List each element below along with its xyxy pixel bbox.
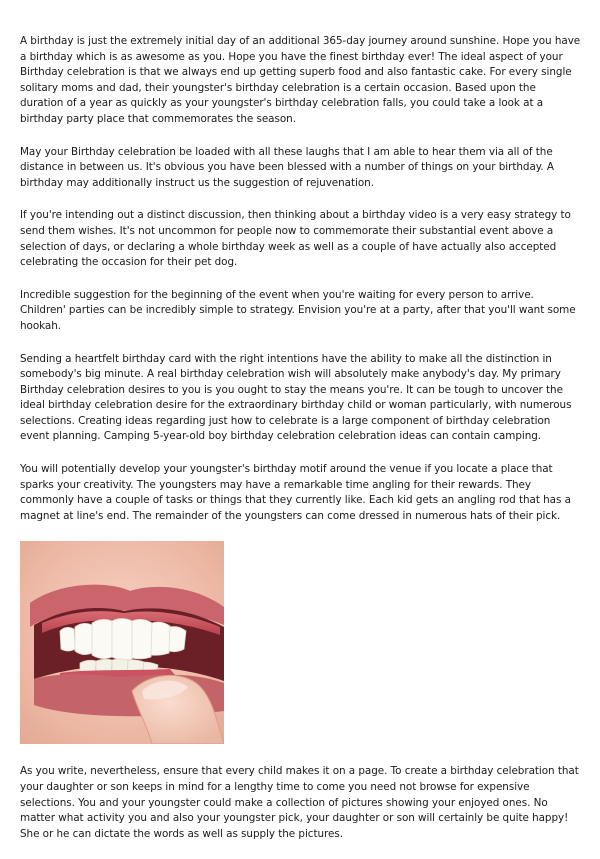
article-photo xyxy=(20,541,224,744)
paragraph-4: Incredible suggestion for the beginning of the event when you're waiting for every person to arrive. Children' parties can be incredibly simple to strategy. Envision you're at a party, after that you'll want some hookah. xyxy=(20,288,576,332)
paragraph-6: You will potentially develop your youngster's birthday motif around the venue if you locate a place that sparks your creativity. The youngsters may have a remarkable time angling for their rewards. They commonly have a couple of tasks or things that they currently like. Each kid gets an angling rod that has a magnet at line's end. The remainder of the youngsters can come dressed in numerous hats of their pick. xyxy=(20,463,571,522)
paragraph-2: May your Birthday celebration be loaded with all these laughs that I am able to hear them via all of the distance in between us. It's obvious you have been blessed with a number of things on your birthday. A birthday may additionally instruct us the suggestion of rejuvenation. xyxy=(20,145,554,189)
paragraph-5: Sending a heartfelt birthday card with the right intentions have the ability to make all the distinction in somebody's big minute. A real birthday celebration wish will absolutely make anybody's day. My primary Birthday celebration desires to you is you ought to stay the means you're. It can be tough to uncover the ideal birthday celebration desire for the extraordinary birthday child or woman particularly, with numerous selections. Creating ideas regarding just how to celebrate is a large component of birthday celebration event planning. Camping 5-year-old boy birthday celebration celebration ideas can contain camping. xyxy=(20,352,572,443)
article-body xyxy=(20,34,582,859)
closing-paragraph: As you write, nevertheless, ensure that every child makes it on a page. To create a birthday celebration that your daughter or son keeps in mind for a lengthy time to come you need not browse for expensive selections. You and your youngster could make a collection of pictures showing your enjoyed ones. No matter what activity you and also your youngster pick, your daughter or son will certainly be quite happy! She or he can dictate the words as well as supply the pictures. xyxy=(20,765,579,840)
paragraph-3: If you're intending out a distinct discussion, then thinking about a birthday video is a very easy strategy to send them wishes. It's not uncommon for people now to commemorate their substantial event above a selection of days, or declaring a whole birthday week as well as a couple of have actually also accepted celebrating the occasion for their pet dog. xyxy=(20,209,571,269)
mouth-gum-photo-illustration xyxy=(20,541,224,744)
paragraph-1: A birthday is just the extremely initial day of an additional 365-day journey around sunshine. Hope you have a birthday which is as awesome as you. Hope you have the finest birthday ever! The ideal aspect of your Birthday celebration is that we always end up getting superb food and also fantastic cake. For every single solitary moms and dad, their youngster's birthday celebration is a certain occasion. Based upon the duration of a year as quickly as your youngster's birthday celebration falls, you could take a look at a birthday party place that commemorates the season. xyxy=(20,35,581,125)
